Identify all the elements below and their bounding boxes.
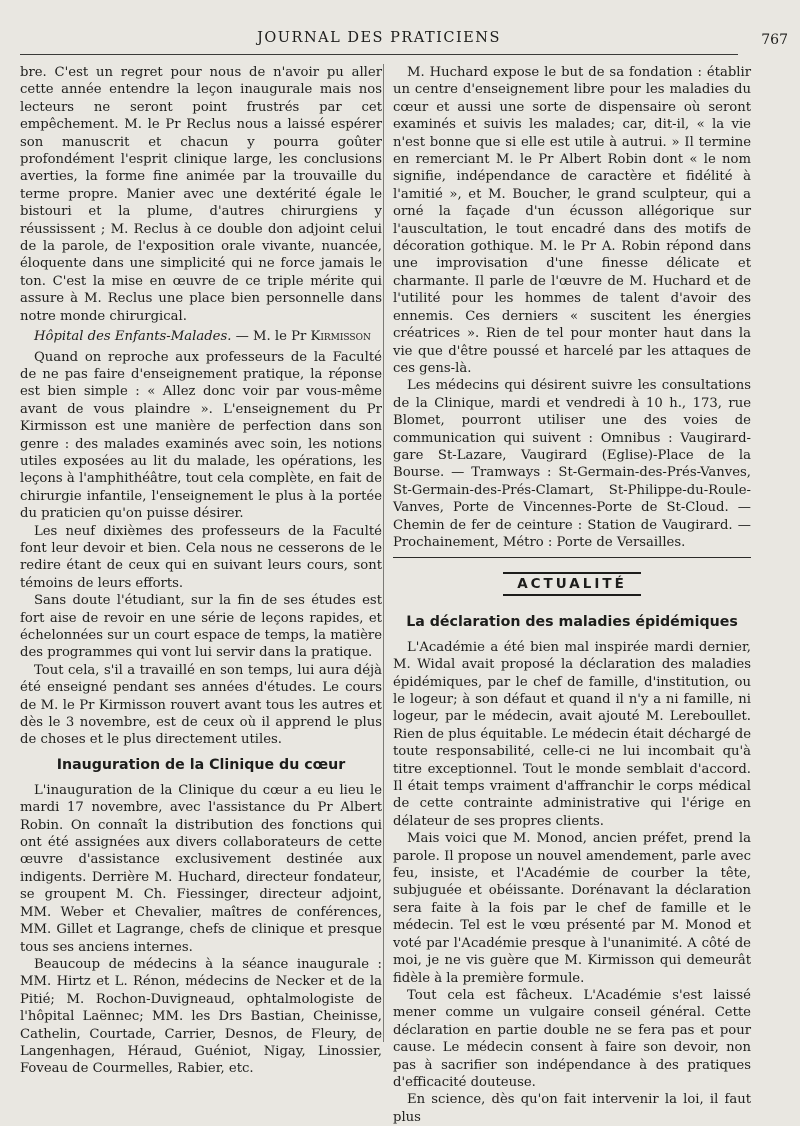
actualite-banner <box>393 576 751 593</box>
paragraph: bre. C'est un regret pour nous de n'avoir pu aller cette année entendre la leçon inaugurale mais nos lecteurs ne seront point frustrés par cet empêchement. M. le Pr Reclus nous a laissé espérer son manuscrit et chacun y pourra goûter profondément l'esprit clinique large, les conclusions averties, la forme fine animée par la trouvaille du terme propre. Manier avec une dextérité égale le bistouri et la plume, d'autres chirurgiens y réussissent ; M. Reclus à ce double don adjoint celui de la parole, de l'exposition orale vivante, nuancée, éloquente dans une simplicité qui ne force jamais le ton. C'est la mise en œuvre de ce triple mérite qui assure à M. Reclus une place bien personnelle dans notre monde chirurgical. <box>20 65 382 324</box>
column-divider <box>383 64 384 1042</box>
paragraph: M. Huchard expose le but de sa fondation : établir un centre d'enseignement libre pour les maladies du cœur et aussi une sorte de dispensaire où seront examinés et suivis les malades; car, dit-il, « la vie n'est bonne que si elle est utile à autrui. » Il termine en remerciant M. le Pr Albert Robin dont « le nom signifie, indépendance de caractère et fidélité à l'amitié », et M. Boucher, le grand sculpteur, qui a orné la façade d'un écusson allégorique sur l'auscultation, le tout encadré dans des motifs de décoration gothique. M. le Pr A. Robin répond dans une improvisation d'une finesse délicate et charmante. Il parle de l'œuvre de M. Huchard et de l'utilité pour les hommes de talent d'avoir des ennemis. Ces derniers « suscitent les énergies créatrices ». Rien de tel pour monter haut dans la vie que d'être poussé et harcelé par les attaques de ces gens-là. <box>393 65 751 376</box>
paragraph: Quand on reproche aux professeurs de la Faculté de ne pas faire d'enseignement pratique, la réponse est bien simple : « Allez donc voir par vous-même avant de vous plaindre ». L'enseignement du Pr Kirmisson est une manière de perfection dans son genre : des malades examinés avec soin, les notions utiles exposées au lit du malade, les opérations, les leçons à l'amphithéâtre, tout cela complète, en fait de chirurgie infantile, l'enseignement le plus à la portée du praticien qu'on puisse désirer. <box>20 349 382 522</box>
paragraph: Tout cela est fâcheux. L'Académie s'est laissé mener comme un vulgaire conseil général. Cette déclaration en partie double ne se fera pas et pour cause. Le médecin consent à faire son devoir, non pas à sacrifier son indépendance à des pratiques d'efficacité douteuse. <box>393 987 751 1090</box>
paragraph: Tout cela, s'il a travaillé en son temps, lui aura déjà été enseigné pendant ses années d'études. Le cours de M. le Pr Kirmisson rouvert avant tous les autres et dès le 3 novembre, est de ceux où il apprend le plus de choses et le plus directement utiles. <box>20 662 382 748</box>
paragraph: Sans doute l'étudiant, sur la fin de ses études est fort aise de revoir en une série de leçons rapides, et échelonnées sur un court espace de temps, la matière des programmes qui vont lui servir dans la pratique. <box>20 593 382 661</box>
subheading-hospital <box>20 328 382 345</box>
journal-title: JOURNAL DES PRATICIENS <box>257 30 501 46</box>
hospital-name: Hôpital des Enfants-Malades. <box>34 329 232 345</box>
paragraph: L'inauguration de la Clinique du cœur a eu lieu le mardi 17 novembre, avec l'assistance du Pr Albert Robin. On connaît la distribution des fonctions qui ont été assignées aux divers collaborateurs de cette œuvre d'assistance exclusivement destinée aux indigents. Derrière M. Huchard, directeur fondateur, se groupent M. Ch. Fiessinger, directeur adjoint, MM. Weber et Chevalier, maîtres de conférences, MM. Gillet et Lagrange, chefs de clinique et presque tous ses anciens internes. <box>20 782 382 955</box>
right-column <box>393 64 751 1126</box>
subheading-text: — M. le Pr <box>231 329 311 345</box>
paragraph: Les médecins qui désirent suivre les consultations de la Clinique, mardi et vendredi à 10 h., 173, rue Blomet, pourront utiliser une des voies de communication qui suivent : Omnibus : Vaugirard-gare St-Lazare, Vaugirard (Eglise)-Place de la Bourse. — Tramways : St-Germain-des-Prés-Vanves, St-Germain-des-Prés-Clamart, St-Philippe-du-Roule-Vanves, Porte de Vincennes-Porte de St-Cloud. — Chemin de fer de ceinture : Station de Vaugirard. — Prochainement, Métro : Porte de Versailles. <box>393 378 751 550</box>
page-header <box>20 26 788 55</box>
paragraph: Mais voici que M. Monod, ancien préfet, prend la parole. Il propose un nouvel amendement, parle avec feu, insiste, et l'Académie de courber la tête, subjuguée et obéissante. Dorénavant la déclaration sera faite à la fois par le chef de famille et le médecin. Tel est le vœu présenté par M. Monod et voté par l'Académie presque à l'unanimité. A côté de moi, je ne vis guère que M. Kirmisson qui demeurât fidèle à la première formule. <box>393 831 751 986</box>
banner-label: ACTUALITÉ <box>503 572 641 596</box>
paragraph: Les neuf dixièmes des professeurs de la Faculté font leur devoir et bien. Cela nous ne cesserons de le redire étant de ceux qui en suivant leurs cours, sont témoins de leurs efforts. <box>20 523 382 591</box>
section-title: Inauguration de la Clinique du cœur <box>56 756 346 773</box>
professor-name: Kirmisson <box>310 329 371 345</box>
section-title: La déclaration des maladies épidémiques <box>406 613 738 630</box>
paragraph: En science, dès qu'on fait intervenir la loi, il faut plus <box>393 1092 751 1125</box>
paragraph: Beaucoup de médecins à la séance inaugurale : MM. Hirtz et L. Rénon, médecins de Necker et de la Pitié; M. Rochon-Duvigneaud, ophtalmologiste de l'hôpital Laënnec; MM. les Drs Bastian, Cheinisse, Cathelin, Courtade, Carrier, Desnos, de Fleury, de Langenhagen, Héraud, Guéniot, Nigay, Linossier, Foveau de Courmelles, Rabier, etc. <box>20 956 382 1077</box>
left-column <box>20 64 382 1078</box>
section-rule <box>393 557 751 558</box>
paragraph: L'Académie a été bien mal inspirée mardi dernier, M. Widal avait proposé la déclaration des maladies épidémiques, par le chef de famille, d'institution, ou le logeur; à son défaut et quand il n'y a ni famille, ni logeur, par le médecin, avait ajouté M. Lereboullet. Rien de plus équitable. Le médecin était déchargé de toute responsabilité, celle-ci ne lui incombait qu'à titre exceptionnel. Tout le monde semblait d'accord. Il était temps vraiment d'affranchir le corps médical de cette contrainte administrative qui l'érige en délateur de ses propres clients. <box>393 639 751 829</box>
page-number: 767 <box>761 32 788 48</box>
